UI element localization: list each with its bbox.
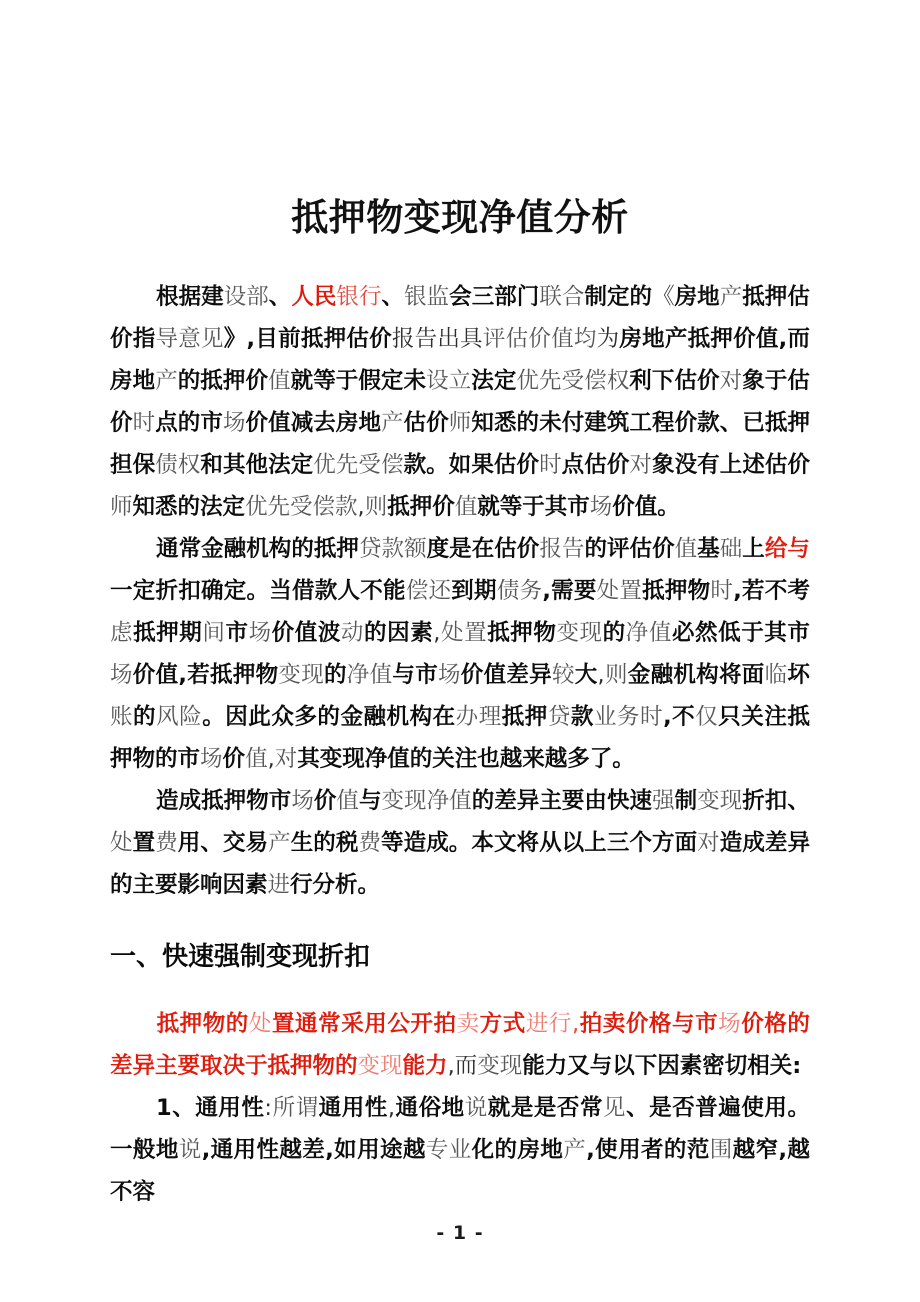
- text-run: 业务: [593, 704, 641, 730]
- text-run: 市: [225, 620, 249, 646]
- text-run: 1、通用性: [156, 1095, 265, 1121]
- page-title: 抵押物变现净值分析: [291, 196, 629, 239]
- text-run: 到期: [451, 578, 497, 604]
- text-run: 场: [200, 746, 223, 772]
- text-run: ,通用性越差,如用途越: [201, 1137, 426, 1163]
- text-run: 就等于假定未: [290, 368, 427, 394]
- text-run: 虑: [110, 620, 134, 646]
- text-run: 制: [674, 788, 698, 814]
- text-run: 权: [177, 452, 201, 478]
- text-run: 与: [392, 662, 416, 688]
- text-run: 场: [222, 410, 246, 436]
- text-run: 化的房地: [471, 1137, 564, 1163]
- paragraph-3: [110, 780, 810, 906]
- text-run: 和其他法定: [200, 452, 314, 478]
- text-run: 围: [709, 1137, 733, 1163]
- text-run: 价值。: [612, 494, 680, 520]
- page-number-footer: - 1 -: [436, 1222, 484, 1244]
- text-run: 净值: [625, 620, 672, 646]
- text-run: 抵押物: [642, 578, 711, 604]
- text-run: 估价: [403, 410, 449, 436]
- text-run: ,: [571, 1011, 580, 1037]
- text-run: 、是否普遍使用。一: [110, 1095, 810, 1163]
- text-run: 值: [245, 746, 268, 772]
- text-run: ,而房地: [110, 326, 810, 394]
- text-run: 行分析。: [290, 872, 381, 898]
- text-run: 的抵押价: [177, 368, 269, 394]
- text-run: 变现: [477, 1053, 523, 1079]
- text-run: 债: [155, 452, 178, 478]
- text-run: 、: [268, 284, 292, 310]
- text-run: 时: [132, 410, 156, 436]
- text-run: 款: [570, 704, 594, 730]
- text-run: 报告: [539, 536, 585, 562]
- text-run: 市: [567, 494, 590, 520]
- text-run: 象于估价: [110, 368, 810, 436]
- text-run: 抵押物的: [156, 1011, 249, 1037]
- text-run: 知悉的法定: [132, 494, 246, 520]
- text-run: 设部: [223, 284, 269, 310]
- text-run: 进: [267, 872, 291, 898]
- text-run: 生的税: [290, 830, 359, 856]
- text-run: 设立: [426, 368, 472, 394]
- text-run: 就是是否常: [487, 1095, 604, 1121]
- text-run: 人民: [291, 284, 337, 310]
- text-run: 造成差异的主要: [110, 830, 810, 898]
- text-run: 影响因素: [177, 872, 268, 898]
- text-run: 只关注抵押物的: [110, 704, 810, 772]
- text-run: 市: [200, 410, 223, 436]
- text-run: 优先受偿: [516, 368, 607, 394]
- text-run: 所谓: [272, 1095, 319, 1121]
- text-run: 用、交易: [177, 830, 269, 856]
- text-run: 利下估价: [629, 368, 720, 394]
- text-run: 变现: [556, 620, 603, 646]
- text-run: 款。如果估价: [403, 452, 540, 478]
- text-run: 价值,: [132, 662, 187, 688]
- text-run: 知悉的未付建筑工程价款、已抵押担保: [110, 410, 810, 478]
- text-run: 的关注也越来越多了。: [409, 746, 635, 772]
- text-run: 而: [454, 1053, 478, 1079]
- text-run: 定折扣确定。当借款人不能: [132, 578, 406, 604]
- text-run: ,: [267, 746, 275, 772]
- text-run: 卖: [456, 1011, 480, 1037]
- text-run: 贷款: [358, 536, 405, 562]
- text-run: 师: [448, 410, 472, 436]
- text-run: 办理: [455, 704, 502, 730]
- text-run: 的评估价: [584, 536, 675, 562]
- text-run: 贷: [547, 704, 571, 730]
- text-run: 市: [787, 620, 810, 646]
- text-run: 制定的: [584, 284, 653, 310]
- text-run: 就等于其: [477, 494, 568, 520]
- text-run: 房地产抵押价值: [619, 326, 779, 352]
- text-run: 场: [291, 788, 314, 814]
- text-run: 抵押: [501, 704, 548, 730]
- text-run: ,若不考: [733, 578, 810, 604]
- text-run: 法定: [471, 368, 517, 394]
- text-run: 对: [697, 830, 720, 856]
- text-run: 场: [718, 1011, 742, 1037]
- text-run: 能力又与以下因素密切相关:: [522, 1053, 802, 1079]
- text-run: 点估价: [561, 452, 630, 478]
- text-run: 场: [110, 662, 133, 688]
- text-run: 较: [551, 662, 575, 688]
- text-run: 抵: [133, 620, 157, 646]
- text-run: ,需要: [542, 578, 597, 604]
- text-run: ,: [447, 1053, 455, 1079]
- text-run: 评估价值均: [482, 326, 597, 352]
- text-run: 额: [404, 536, 427, 562]
- paragraph-4-highlighted: [110, 1003, 810, 1087]
- text-run: 对: [274, 746, 298, 772]
- text-run: 为: [596, 326, 620, 352]
- text-run: 则: [604, 662, 628, 688]
- text-run: ,: [357, 494, 365, 520]
- text-run: 若抵押物: [186, 662, 279, 688]
- text-run: ,: [597, 662, 605, 688]
- text-run: 联合: [539, 284, 585, 310]
- text-run: 与: [358, 788, 382, 814]
- text-run: 产: [155, 368, 178, 394]
- text-run: 度是在估价: [426, 536, 540, 562]
- text-run: 》,目前抵押估价: [223, 326, 392, 352]
- text-run: 说: [178, 1137, 202, 1163]
- text-run: 净值: [346, 662, 393, 688]
- text-run: 地: [155, 1137, 179, 1163]
- text-run: 风险: [156, 704, 203, 730]
- text-run: 值: [454, 494, 478, 520]
- text-run: 处: [248, 1011, 272, 1037]
- text-run: 对: [719, 368, 743, 394]
- text-run: 说: [464, 1095, 488, 1121]
- text-run: ,不: [663, 704, 696, 730]
- text-run: 坏: [787, 662, 810, 688]
- text-run: 报告出具: [391, 326, 483, 352]
- text-run: 方式: [479, 1011, 526, 1037]
- text-run: 值: [674, 536, 698, 562]
- text-run: ,: [387, 1095, 395, 1121]
- text-run: 上: [742, 536, 765, 562]
- text-run: 通用性: [318, 1095, 388, 1121]
- text-run: 折扣、: [742, 788, 810, 814]
- text-run: 市: [177, 746, 201, 772]
- text-run: 进行: [525, 1011, 572, 1037]
- text-run: 越窄,越不容: [110, 1137, 810, 1205]
- text-run: 的差异主要由快速: [471, 788, 653, 814]
- text-run: 等造成。本文将从以上三个方面: [381, 830, 698, 856]
- text-run: 价值差异: [460, 662, 552, 688]
- text-run: 费: [358, 830, 382, 856]
- text-run: 市: [415, 662, 438, 688]
- text-run: 偿还: [405, 578, 452, 604]
- text-run: ,使用者的范: [586, 1137, 710, 1163]
- text-run: 大: [574, 662, 598, 688]
- text-run: 抵押估价指: [110, 284, 810, 352]
- text-run: 的: [602, 620, 626, 646]
- text-run: 造成抵押物: [156, 788, 269, 814]
- text-run: 价: [222, 746, 246, 772]
- text-run: 产: [719, 284, 743, 310]
- text-run: 的因素: [364, 620, 434, 646]
- text-run: 优先受偿: [313, 452, 404, 478]
- text-run: 一: [110, 578, 133, 604]
- text-run: 处: [110, 830, 133, 856]
- text-run: 拍卖价格与: [579, 1011, 696, 1037]
- text-run: 处置: [596, 578, 643, 604]
- text-run: 间: [202, 620, 226, 646]
- text-run: 变现: [697, 788, 743, 814]
- text-run: 因此众多的金融机构在: [225, 704, 456, 730]
- paragraph-5: [110, 1087, 810, 1213]
- text-run: 变现净值: [319, 746, 410, 772]
- text-run: 置: [132, 830, 156, 856]
- text-run: 给与: [764, 536, 810, 562]
- text-run: 场: [248, 620, 272, 646]
- text-run: 价值减去房地: [245, 410, 382, 436]
- text-run: 点的: [155, 410, 201, 436]
- text-run: 能力: [402, 1053, 448, 1079]
- text-run: 债务: [496, 578, 543, 604]
- text-run: 产: [563, 1137, 587, 1163]
- text-run: 导意见: [155, 326, 224, 352]
- text-run: 抵押价: [387, 494, 455, 520]
- text-run: 抵押物: [487, 620, 557, 646]
- paragraph-1: [110, 276, 810, 528]
- text-run: 产: [381, 410, 404, 436]
- text-run: 值: [336, 788, 359, 814]
- text-run: 通俗地: [394, 1095, 465, 1121]
- text-run: 对: [629, 452, 653, 478]
- text-run: 动: [340, 620, 365, 646]
- text-run: 。: [202, 704, 226, 730]
- text-run: 见: [603, 1095, 627, 1121]
- text-run: 时: [539, 452, 562, 478]
- text-run: 础: [719, 536, 743, 562]
- text-run: 置通常采用公开拍: [271, 1011, 457, 1037]
- text-run: 值: [268, 368, 291, 394]
- text-run: 师: [110, 494, 133, 520]
- text-run: 价: [313, 788, 337, 814]
- text-run: 强: [652, 788, 675, 814]
- text-run: 的: [133, 704, 157, 730]
- text-run: 变现: [357, 1053, 403, 1079]
- text-run: 、: [381, 284, 405, 310]
- text-run: 产: [268, 830, 291, 856]
- text-run: 其: [297, 746, 320, 772]
- text-run: 金融机构将面: [627, 662, 765, 688]
- text-run: 的: [324, 662, 347, 688]
- section-heading-1: 一、快速强制变现折扣: [110, 942, 371, 972]
- text-run: 价值波: [271, 620, 341, 646]
- paragraph-2: [110, 528, 810, 780]
- text-run: ,: [433, 620, 441, 646]
- text-run: 押期: [156, 620, 203, 646]
- text-run: 权: [606, 368, 630, 394]
- text-run: 价格的差: [110, 1011, 810, 1079]
- text-run: 场: [589, 494, 613, 520]
- text-run: 《: [652, 284, 675, 310]
- text-run: 基: [697, 536, 720, 562]
- text-run: 专业: [425, 1137, 472, 1163]
- text-run: 根据建: [156, 284, 224, 310]
- text-run: 临: [764, 662, 788, 688]
- text-run: 变现净值: [381, 788, 472, 814]
- text-run: 通常金融机构的抵押: [156, 536, 359, 562]
- text-run: 变现: [278, 662, 324, 688]
- text-run: 账: [110, 704, 134, 730]
- text-run: 会三部门: [449, 284, 540, 310]
- text-run: 优先受偿款: [245, 494, 358, 520]
- text-run: 象没有上述估价: [652, 452, 810, 478]
- text-run: 必然低于其: [671, 620, 788, 646]
- text-run: 费: [155, 830, 178, 856]
- text-run: 市: [695, 1011, 719, 1037]
- text-run: 般: [132, 1137, 156, 1163]
- text-run: 银监: [404, 284, 450, 310]
- text-run: 处置: [440, 620, 488, 646]
- text-run: 仅: [695, 704, 719, 730]
- text-run: 时: [640, 704, 664, 730]
- text-run: 则: [364, 494, 388, 520]
- text-run: 市: [268, 788, 292, 814]
- text-run: 银行: [336, 284, 382, 310]
- text-run: :: [264, 1095, 273, 1121]
- text-run: 场: [437, 662, 461, 688]
- text-run: 时: [710, 578, 734, 604]
- text-run: 异主要取决于抵押物的: [132, 1053, 358, 1079]
- text-run: 房地: [674, 284, 720, 310]
